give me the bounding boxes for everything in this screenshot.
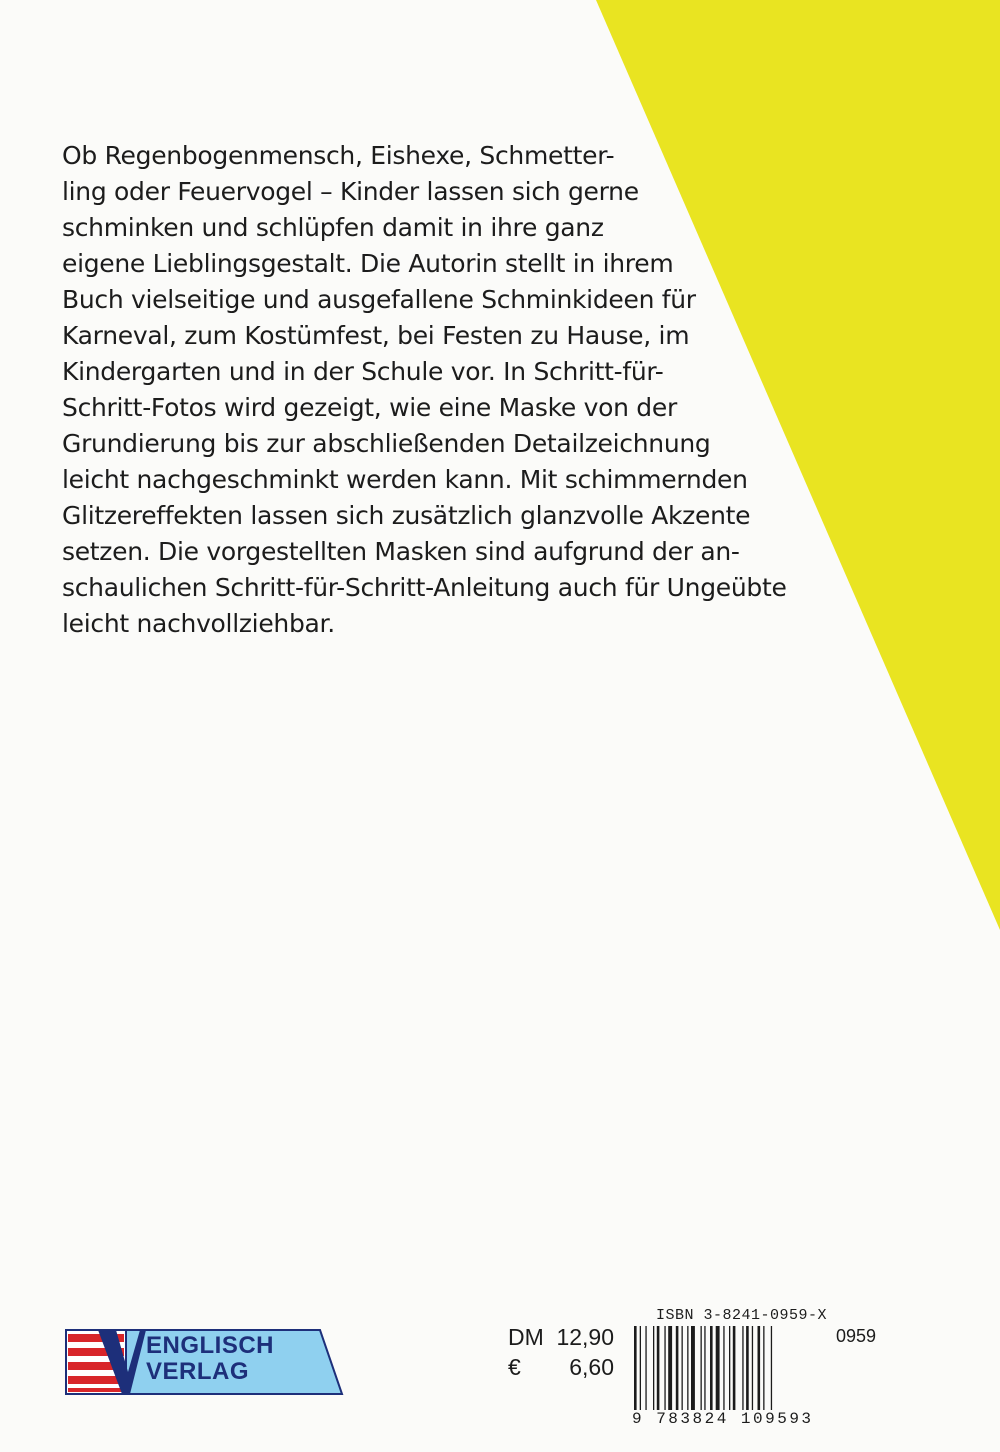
blurb-line: leicht nachgeschminkt werden kann. Mit schimmernden xyxy=(62,465,748,494)
barcode-bar xyxy=(657,1326,660,1410)
publisher-name-line1: ENGLISCH xyxy=(146,1332,275,1359)
price-eur-value: 6,60 xyxy=(569,1354,614,1380)
barcode-bar xyxy=(691,1326,695,1410)
barcode-bar xyxy=(687,1326,688,1410)
price-block xyxy=(508,1322,614,1382)
publisher-name-line2: VERLAG xyxy=(146,1358,250,1385)
barcode-bar xyxy=(729,1326,730,1410)
barcode-bar xyxy=(701,1326,702,1410)
barcode-bar xyxy=(716,1326,720,1410)
price-eur-label: € xyxy=(508,1354,521,1380)
price-eur-row xyxy=(508,1352,614,1382)
blurb-line: schminken und schlüpfen damit in ihre ganz xyxy=(62,213,604,242)
barcode-bar xyxy=(771,1326,772,1410)
blurb-line: ling oder Feuervogel – Kinder lassen sich gerne xyxy=(62,177,639,206)
barcode-bar xyxy=(752,1326,753,1410)
price-dm-value: 12,90 xyxy=(556,1324,614,1350)
blurb-line: Glitzereffekten lassen sich zusätzlich glanzvolle Akzente xyxy=(62,501,751,530)
publisher-name xyxy=(146,1333,274,1385)
blurb-line: Ob Regenbogenmensch, Eishexe, Schmetter- xyxy=(62,141,615,170)
barcode-bar xyxy=(664,1326,665,1410)
blurb-line: Karneval, zum Kostümfest, bei Festen zu Hause, im xyxy=(62,321,690,350)
blurb-line: schaulichen Schritt-für-Schritt-Anleitung auch für Ungeübte xyxy=(62,573,787,602)
barcode-bar xyxy=(710,1326,713,1410)
barcode-bar xyxy=(733,1326,736,1410)
barcode-bar xyxy=(758,1326,761,1410)
barcode-bar xyxy=(676,1326,679,1410)
price-dm-row xyxy=(508,1322,614,1352)
barcode-bar xyxy=(704,1326,705,1410)
barcode-digits: 9 783824 109593 xyxy=(632,1410,814,1428)
barcode-bar xyxy=(640,1326,641,1410)
barcode-bar xyxy=(763,1326,764,1410)
logo-stripe xyxy=(68,1388,124,1392)
blurb-line: Kindergarten und in der Schule vor. In Schritt-für- xyxy=(62,357,664,386)
barcode-bar xyxy=(682,1326,683,1410)
blurb-line: setzen. Die vorgestellten Masken sind aufgrund der an- xyxy=(62,537,740,566)
barcode-bar xyxy=(742,1326,743,1410)
barcode-addon: 0959 xyxy=(836,1326,877,1346)
barcode-bar xyxy=(723,1326,724,1410)
barcode-bar xyxy=(653,1326,654,1410)
blurb-line: leicht nachvollziehbar. xyxy=(62,609,335,638)
barcode-bar xyxy=(634,1326,637,1410)
barcode xyxy=(632,1326,826,1410)
blurb-line: Grundierung bis zur abschließenden Detailzeichnung xyxy=(62,429,711,458)
barcode-bar xyxy=(645,1326,646,1410)
isbn-text: ISBN 3-8241-0959-X xyxy=(656,1307,828,1324)
barcode-bar xyxy=(668,1326,672,1410)
price-dm-label: DM xyxy=(508,1324,544,1350)
blurb-text xyxy=(62,138,822,642)
blurb-line: eigene Lieblingsgestalt. Die Autorin stellt in ihrem xyxy=(62,249,674,278)
blurb-line: Schritt-Fotos wird gezeigt, wie eine Maske von der xyxy=(62,393,677,422)
blurb-line: Buch vielseitige und ausgefallene Schminkideen für xyxy=(62,285,696,314)
barcode-bar xyxy=(746,1326,749,1410)
logo-stripe xyxy=(68,1376,124,1384)
